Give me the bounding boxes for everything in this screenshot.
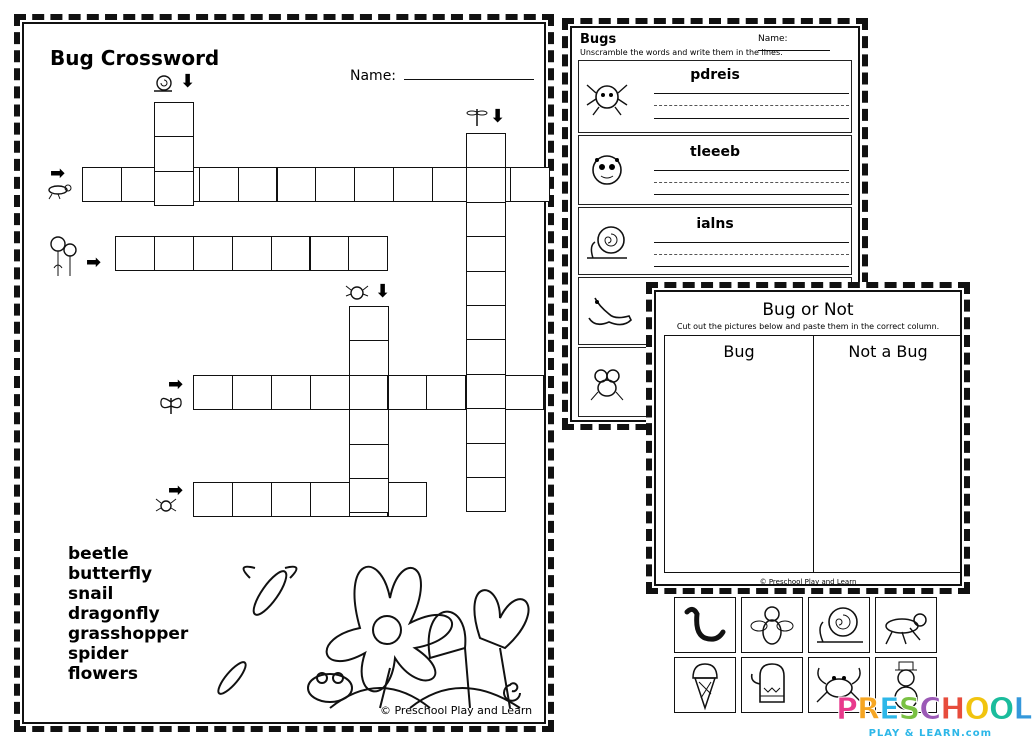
garden-illustration: [230, 538, 533, 718]
crossword-cell[interactable]: [193, 482, 233, 517]
writing-line: [654, 170, 849, 171]
crossword-cell[interactable]: [154, 102, 194, 137]
crossword-cell[interactable]: [510, 167, 550, 202]
crossword-cell[interactable]: [466, 374, 506, 409]
down-arrow-icon: ⬇: [180, 71, 196, 92]
crossword-cell[interactable]: [466, 408, 506, 443]
name-label: Name:: [758, 34, 788, 44]
crossword-cell[interactable]: [466, 133, 506, 168]
crossword-cell[interactable]: [466, 339, 506, 374]
brand-letter: O: [988, 692, 1014, 727]
right-arrow-icon: ➡: [168, 480, 184, 501]
crossword-cell[interactable]: [466, 443, 506, 478]
scrambled-word: ialns: [696, 216, 734, 232]
writing-line: [654, 93, 849, 94]
word-list-item: butterfly: [68, 564, 153, 584]
sort-instructions: Cut out the pictures below and paste them in the correct column.: [676, 322, 940, 331]
ice-cream-icon: [675, 658, 735, 712]
crossword-cell[interactable]: [277, 167, 317, 202]
tile: [741, 657, 803, 713]
unscramble-row: [578, 135, 852, 205]
column-header-bug: Bug: [723, 342, 755, 361]
crossword-cell[interactable]: [388, 482, 428, 517]
crossword-cell[interactable]: [393, 167, 433, 202]
crossword-cell[interactable]: [315, 167, 355, 202]
crossword-cell[interactable]: [310, 482, 350, 517]
tile: [741, 597, 803, 653]
copyright-text: © Preschool Play and Learn: [759, 578, 857, 586]
unscramble-instructions: Unscramble the words and write them in the lines.: [580, 48, 783, 57]
crossword-cell[interactable]: [193, 236, 233, 271]
crossword-cell[interactable]: [199, 167, 239, 202]
caterpillar-icon: [585, 292, 633, 332]
crossword-cell[interactable]: [348, 236, 388, 271]
crossword-cell[interactable]: [466, 236, 506, 271]
crossword-cell[interactable]: [349, 409, 389, 444]
crossword-cell[interactable]: [232, 482, 272, 517]
word-list-item: flowers: [68, 664, 139, 684]
mitten-icon: [742, 658, 802, 712]
crossword-cell[interactable]: [232, 236, 272, 271]
crossword-cell[interactable]: [466, 271, 506, 306]
tile: [808, 597, 870, 653]
crossword-cell[interactable]: [466, 477, 506, 512]
spider-icon: [585, 77, 629, 117]
crossword-cell[interactable]: [115, 236, 155, 271]
crossword-cell[interactable]: [271, 236, 311, 271]
crossword-cell[interactable]: [354, 167, 394, 202]
snail-icon: [809, 598, 869, 652]
brand-letter: P: [836, 692, 857, 727]
brand-letter: L: [1013, 692, 1032, 727]
brand-letter: H: [940, 692, 965, 727]
crossword-cell[interactable]: [238, 167, 278, 202]
crossword-cell[interactable]: [154, 236, 194, 271]
writing-line: [654, 118, 849, 119]
brand-letter: S: [898, 692, 920, 727]
unscramble-row: [578, 207, 852, 275]
crossword-cell[interactable]: [82, 167, 122, 202]
brand-letter: C: [919, 692, 941, 727]
crossword-cell[interactable]: [193, 375, 233, 410]
crossword-cell[interactable]: [349, 340, 389, 375]
crossword-title: Bug Crossword: [50, 46, 220, 70]
writing-line: [654, 266, 849, 267]
word-list-item: snail: [68, 584, 114, 604]
crossword-cell[interactable]: [466, 167, 506, 202]
sort-table: [664, 335, 962, 573]
crossword-cell[interactable]: [466, 305, 506, 340]
brand-logo: [836, 692, 1032, 746]
crossword-cell[interactable]: [154, 171, 194, 206]
crossword-worksheet: [14, 14, 554, 732]
writing-line-dashed: [654, 254, 849, 255]
word-list-item: beetle: [68, 544, 129, 564]
crossword-cell[interactable]: [271, 482, 311, 517]
crossword-cell[interactable]: [504, 375, 544, 410]
crossword-cell[interactable]: [349, 478, 389, 513]
word-list-item: grasshopper: [68, 624, 189, 644]
writing-line-dashed: [654, 182, 849, 183]
sort-title: Bug or Not: [762, 300, 854, 320]
crossword-cell[interactable]: [271, 375, 311, 410]
fly-icon: [585, 362, 629, 402]
crossword-cell[interactable]: [310, 375, 350, 410]
writing-line: [654, 194, 849, 195]
crossword-cell[interactable]: [349, 306, 389, 341]
writing-line-dashed: [654, 105, 849, 106]
brand-letter: R: [857, 692, 880, 727]
column-divider: [813, 336, 814, 572]
crossword-cell[interactable]: [349, 444, 389, 479]
brand-letter: E: [879, 692, 899, 727]
grasshopper-icon: [876, 598, 936, 652]
firefly-icon: [742, 598, 802, 652]
tile: [875, 597, 937, 653]
brand-tagline: PLAY & LEARN.com: [868, 728, 992, 739]
scrambled-word: tleeeb: [690, 144, 740, 160]
worm-icon: [675, 598, 735, 652]
word-list: [68, 544, 188, 684]
crossword-cell[interactable]: [388, 375, 428, 410]
word-list-item: spider: [68, 644, 129, 664]
right-arrow-icon: ➡: [86, 252, 102, 273]
column-header-not-a-bug: Not a Bug: [848, 342, 928, 361]
tile: [674, 597, 736, 653]
down-arrow-icon: ⬇: [490, 106, 506, 127]
crossword-cell[interactable]: [154, 136, 194, 171]
crossword-cell[interactable]: [466, 202, 506, 237]
crossword-cell[interactable]: [310, 236, 350, 271]
writing-line: [654, 242, 849, 243]
unscramble-row: [578, 60, 852, 133]
brand-name: [836, 694, 1032, 726]
tile: [674, 657, 736, 713]
right-arrow-icon: ➡: [168, 374, 184, 395]
crossword-cell[interactable]: [426, 375, 466, 410]
word-list-item: dragonfly: [68, 604, 160, 624]
brand-letter: O: [964, 692, 989, 727]
copyright-text: © Preschool Play and Learn: [380, 704, 533, 717]
right-arrow-icon: ➡: [50, 163, 66, 184]
name-label: Name:: [350, 68, 397, 84]
unscramble-title: Bugs: [580, 32, 617, 47]
bug-or-not-worksheet: [646, 282, 970, 594]
crossword-cell[interactable]: [232, 375, 272, 410]
crossword-cell[interactable]: [349, 375, 389, 410]
scrambled-word: pdreis: [690, 67, 740, 83]
down-arrow-icon: ⬇: [375, 281, 391, 302]
